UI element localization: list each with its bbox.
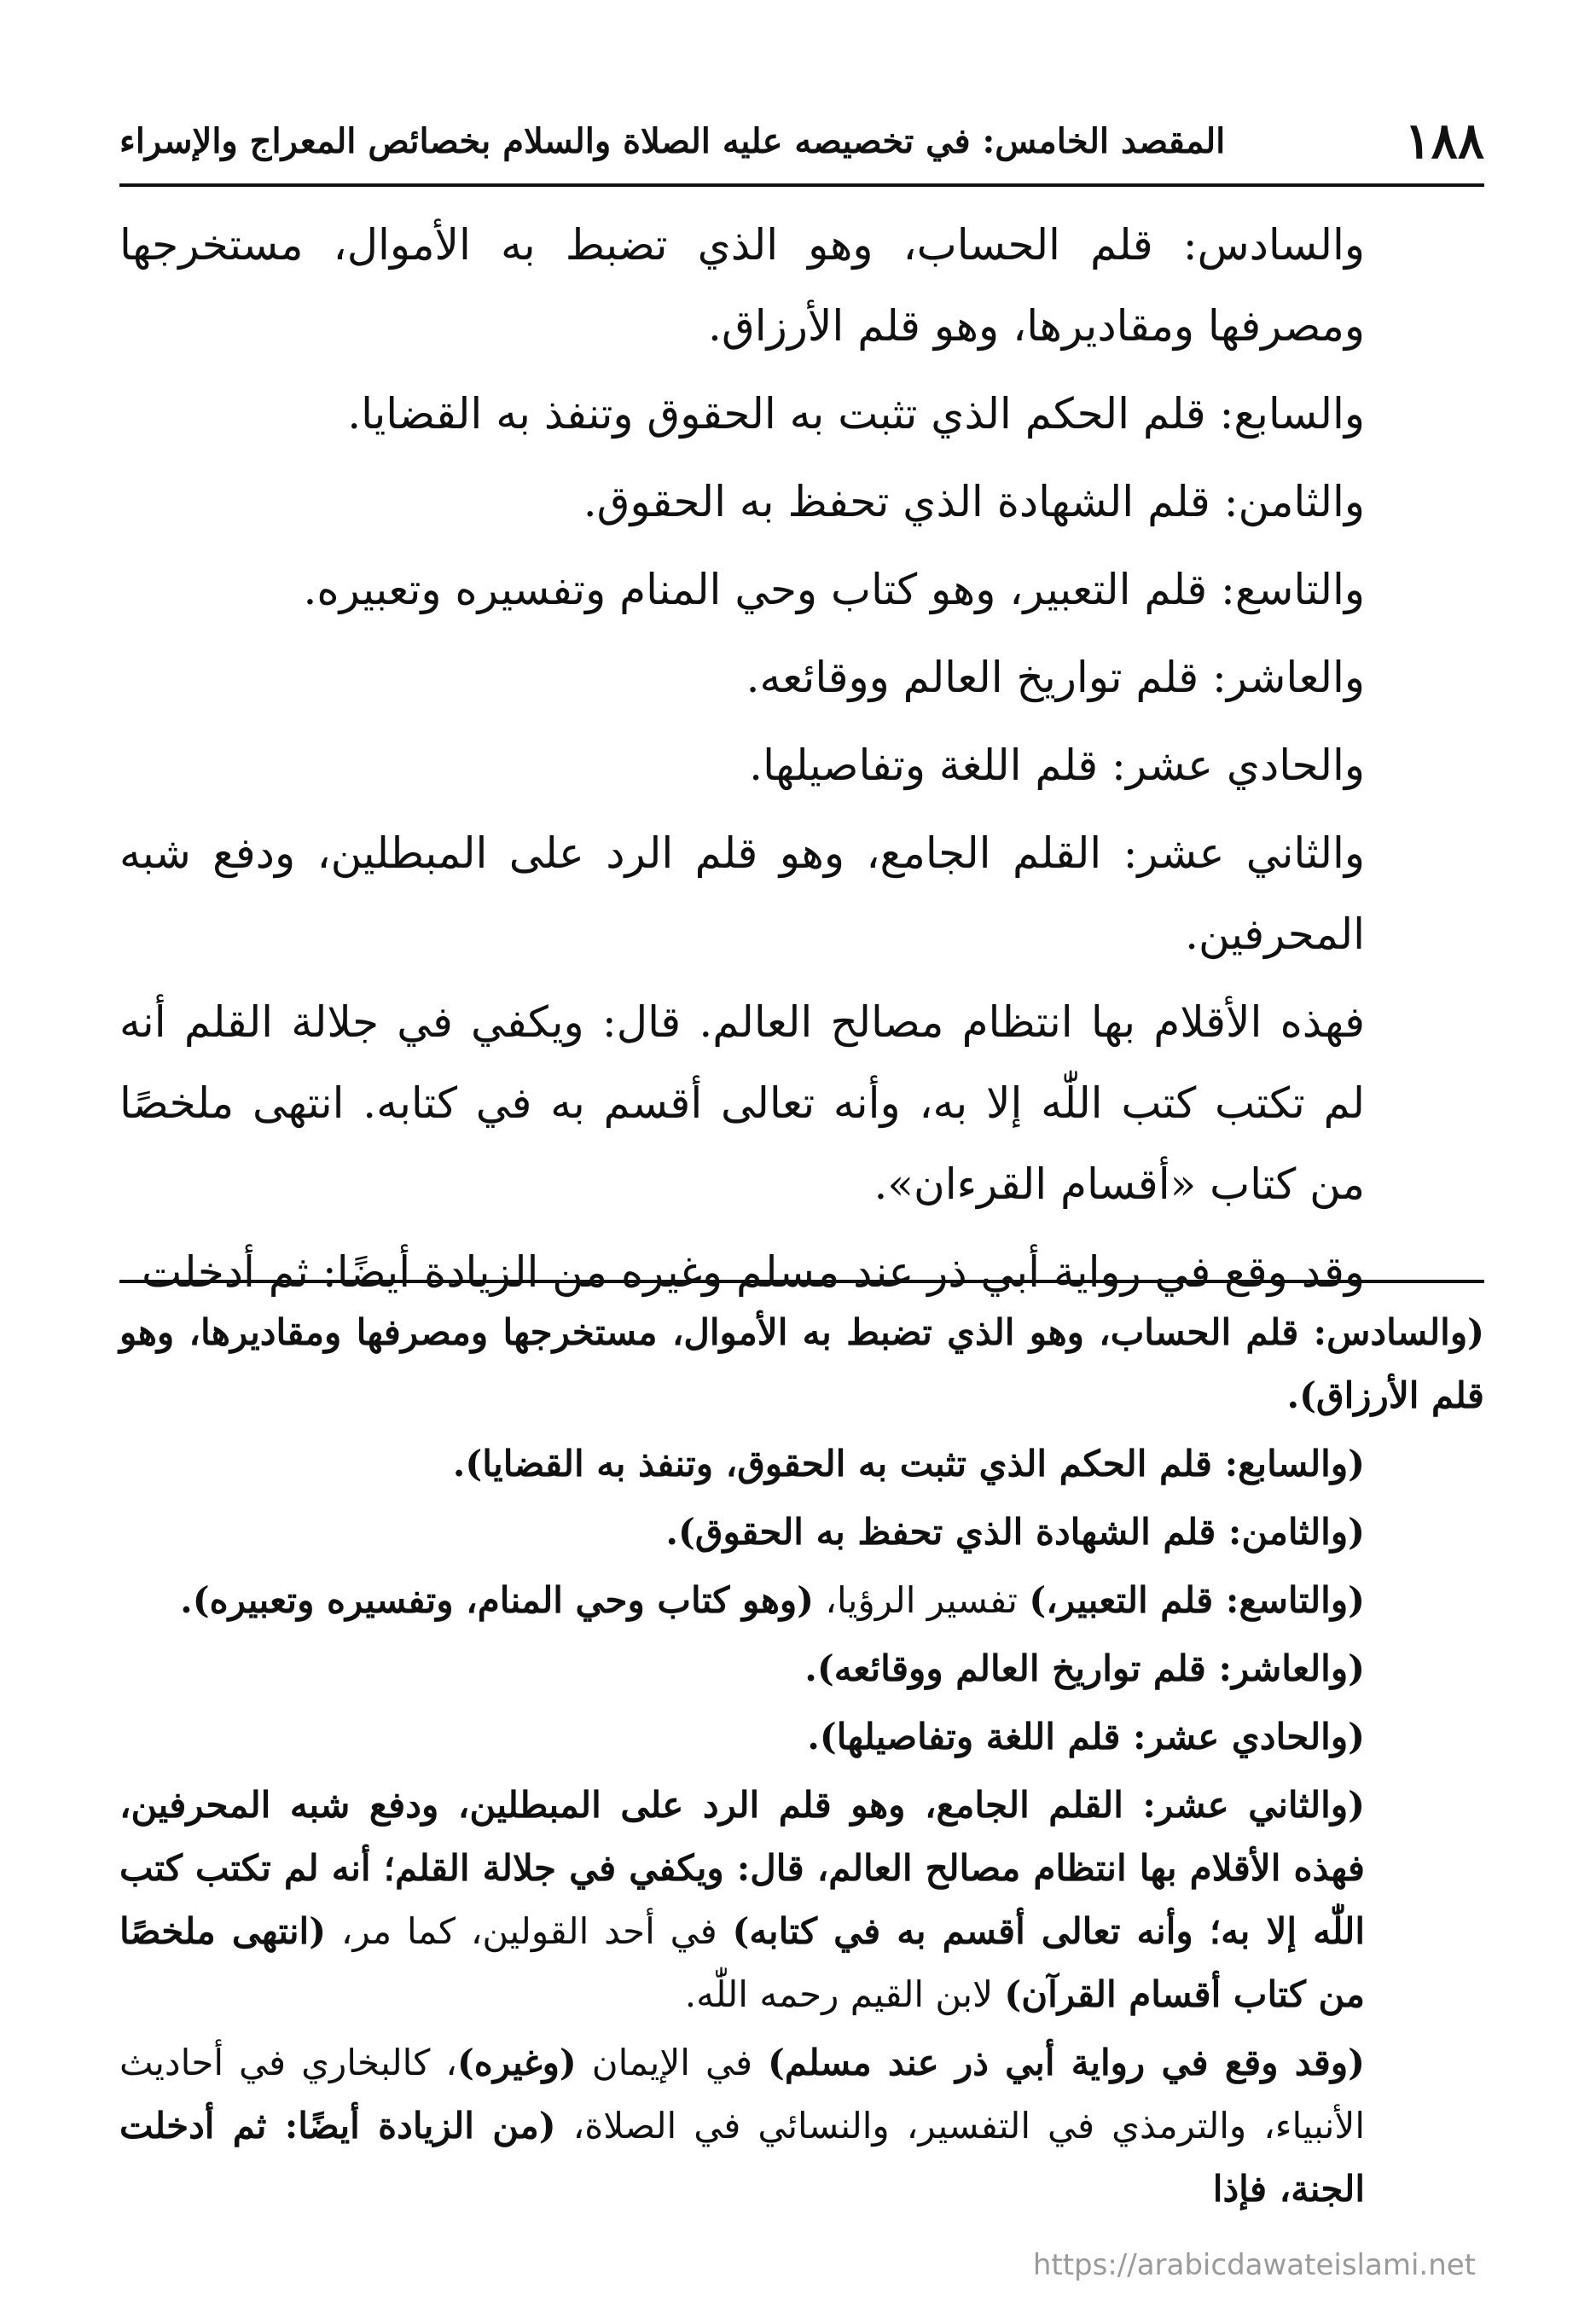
commentary-paragraph <box>119 1637 1484 1700</box>
main-paragraph: فهذه الأقلام بها انتظام مصالح العالم. قال: ويكفي في جلالة القلم أنه لم تكتب كتب اللّٰه إلا به، وأنه تعالى أقسم به في كتابه. انتهى ملخصًا من كتاب «أقسام القرءان». <box>119 997 1365 1209</box>
commentary <box>119 1301 1484 2226</box>
main-paragraph: والسادس: قلم الحساب، وهو الذي تضبط به الأموال، مستخرجها ومصرفها ومقاديرها، وهو قلم الأرزاق. <box>119 220 1365 351</box>
commentary-paragraph <box>119 1774 1484 2026</box>
page-number: ١٨٨ <box>1404 112 1484 170</box>
main-paragraph: وقد وقع في رواية أبي ذر عند مسلم وغيره من الزيادة أيضًا: ثم أدخلت <box>142 1247 1365 1297</box>
commentary-rule <box>119 1280 1484 1283</box>
quoted-text: (وقد وقع في رواية أبي ذر عند مسلم) <box>768 2042 1365 2083</box>
quoted-text: (وغيره) <box>456 2042 577 2083</box>
quoted-text: (وهو كتاب وحي المنام، وتفسيره وتعبيره). <box>180 1579 815 1621</box>
explanation-text: في الإيمان <box>576 2042 768 2083</box>
quoted-text: (والسادس: قلم الحساب، وهو الذي تضبط به الأموال، مستخرجها ومصرفها ومقاديرها، وهو قلم الأرزاق). <box>119 1311 1484 1416</box>
quoted-text: (والحادي عشر: قلم اللغة وتفاصيلها). <box>807 1716 1365 1758</box>
commentary-paragraph <box>119 1705 1484 1769</box>
main-paragraph: والعاشر: قلم تواريخ العالم ووقائعه. <box>746 653 1365 702</box>
watermark-url: https://arabicdawateislami.net <box>1032 2248 1476 2282</box>
main-paragraph: والثاني عشر: القلم الجامع، وهو قلم الرد على المبطلين، ودفع شبه المحرفين. <box>119 828 1365 959</box>
quoted-text: (والثامن: قلم الشهادة الذي تحفظ به الحقوق). <box>665 1511 1365 1553</box>
header-rule <box>119 183 1484 187</box>
main-paragraph: والثامن: قلم الشهادة الذي تحفظ به الحقوق. <box>583 477 1365 526</box>
page-header <box>119 102 1484 179</box>
quoted-text: (والثاني عشر: القلم الجامع، وهو قلم الرد على المبطلين، ودفع شبه المحرفين، فهذه الأقلام بها انتظام مصالح العالم، قال: ويكفي في جلالة القلم؛ أنه لم تكتب كتب اللّٰه إلا به؛ وأنه تعالى أقسم به في كتابه) <box>119 1784 1365 1952</box>
explanation-text: لابن القيم رحمه اللّٰه. <box>684 1973 1005 2015</box>
quoted-text: (والعاشر: قلم تواريخ العالم ووقائعه). <box>804 1647 1365 1689</box>
main-paragraph: والحادي عشر: قلم اللغة وتفاصيلها. <box>749 741 1365 790</box>
commentary-paragraph <box>119 1501 1484 1564</box>
explanation-text: ، كالبخاري في أحاديث الأنبياء، والترمذي في التفسير، والنسائي في الصلاة، <box>119 2042 1365 2147</box>
explanation-text: في أحد القولين، كما مر، <box>326 1910 733 1952</box>
quoted-text: (والسابع: قلم الحكم الذي تثبت به الحقوق، وتنفذ به القضايا). <box>452 1443 1365 1484</box>
commentary-paragraph <box>119 1301 1484 1427</box>
main-paragraph: والتاسع: قلم التعبير، وهو كتاب وحي المنام وتفسيره وتعبيره. <box>303 565 1365 614</box>
commentary-paragraph <box>119 1432 1484 1496</box>
commentary-paragraph <box>119 1569 1484 1632</box>
quoted-text: (والتاسع: قلم التعبير،) <box>1029 1579 1365 1621</box>
main-paragraph: والسابع: قلم الحكم الذي تثبت به الحقوق وتنفذ به القضايا. <box>347 389 1365 439</box>
quoted-text: (من الزيادة أيضًا: ثم أدخلت الجنة، فإذا <box>119 2105 1365 2210</box>
quoted-text: (انتهى ملخصًا من كتاب أقسام القرآن) <box>119 1910 1365 2015</box>
running-title: المقصد الخامس: في تخصيصه عليه الصلاة والسلام بخصائص المعراج والإسراء <box>119 120 1226 161</box>
main-text <box>119 205 1484 1320</box>
explanation-text: تفسير الرؤيا، <box>814 1579 1030 1621</box>
commentary-paragraph <box>119 2031 1484 2221</box>
